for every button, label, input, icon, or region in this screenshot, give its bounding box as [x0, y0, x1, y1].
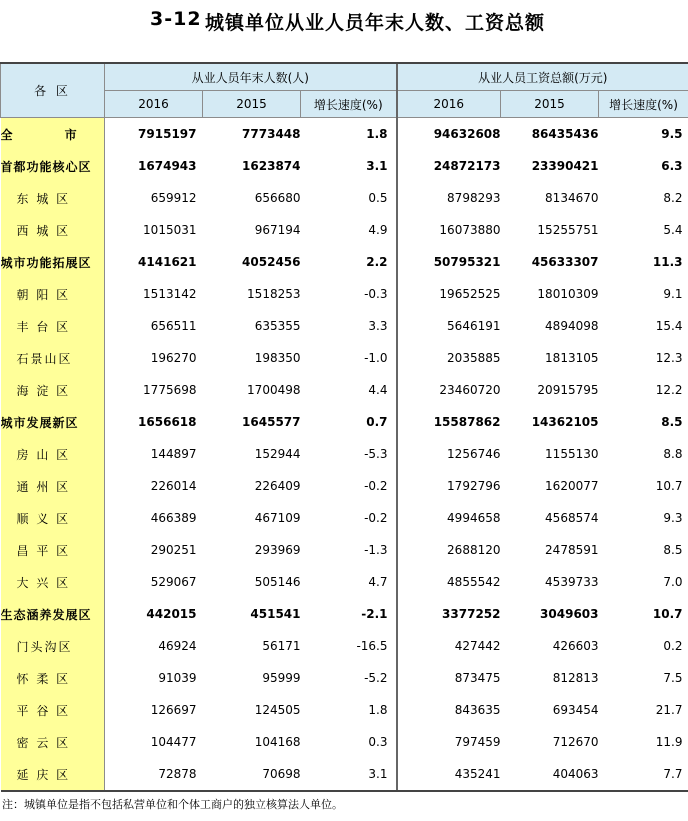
region-name: 怀 柔 区 — [1, 662, 105, 694]
wages-2015-cell: 3049603 — [540, 607, 599, 621]
employees-2016-cell: 226014 — [150, 479, 197, 493]
statistics-table — [0, 62, 688, 792]
wages-2015-cell: 4539733 — [545, 575, 599, 589]
wages-growth-cell: 7.5 — [663, 671, 683, 685]
footnote: 注：城镇单位是指不包括私营单位和个体工商户的独立核算法人单位。 — [2, 798, 343, 811]
wages-2016-cell: 427442 — [454, 639, 501, 653]
employees-growth-cell: 4.7 — [301, 566, 397, 598]
employees-2015-cell: 635355 — [254, 319, 301, 333]
table-row — [1, 566, 688, 598]
employees-2015-cell: 226409 — [254, 479, 301, 493]
wages-2015-cell: 812813 — [552, 671, 599, 685]
wages-2015-cell: 18010309 — [537, 287, 599, 301]
wages-2016-cell: 19652525 — [439, 287, 501, 301]
table-number: 3-12 — [150, 8, 202, 30]
employees-2015-cell: 198350 — [254, 351, 301, 365]
employees-2016-cell: 529067 — [150, 575, 197, 589]
region-name: 大 兴 区 — [1, 566, 105, 598]
wages-growth-header: 增长速度(%) — [599, 91, 688, 118]
page-title — [0, 6, 688, 36]
table-row — [1, 214, 688, 246]
employees-growth-cell: 0.5 — [301, 182, 397, 214]
wages-2016-cell: 24872173 — [433, 159, 501, 173]
employees-2016-cell: 7915197 — [138, 127, 197, 141]
table-row — [1, 342, 688, 374]
wages-2016-cell: 8798293 — [447, 191, 501, 205]
wages-2016-cell: 94632608 — [433, 127, 501, 141]
region-header: 各 区 — [1, 63, 105, 118]
wages-2015-cell: 1620077 — [545, 479, 599, 493]
wages-2016-cell: 15587862 — [433, 415, 501, 429]
table-row — [1, 534, 688, 566]
table-row — [1, 406, 688, 438]
table-row — [1, 150, 688, 182]
employees-growth-cell: 4.9 — [301, 214, 397, 246]
wages-2016-cell: 843635 — [454, 703, 501, 717]
employees-growth-cell: -0.2 — [301, 502, 397, 534]
table-row — [1, 182, 688, 214]
employees-growth-cell: 1.8 — [301, 694, 397, 726]
employees-2016-cell: 656511 — [150, 319, 197, 333]
wages-growth-cell: 0.2 — [663, 639, 683, 653]
wages-2016-cell: 4855542 — [447, 575, 501, 589]
table-row — [1, 630, 688, 662]
employees-growth-cell: -5.2 — [301, 662, 397, 694]
wages-2015-cell: 14362105 — [531, 415, 599, 429]
table-row — [1, 726, 688, 758]
region-name: 平 谷 区 — [1, 694, 105, 726]
wages-2016-cell: 50795321 — [433, 255, 501, 269]
wages-growth-cell: 9.3 — [663, 511, 683, 525]
employees-growth-cell: -5.3 — [301, 438, 397, 470]
wages-growth-cell: 8.8 — [663, 447, 683, 461]
employees-growth-cell: 1.8 — [301, 118, 397, 151]
employees-2016-cell: 144897 — [150, 447, 197, 461]
wages-2016-cell: 2035885 — [447, 351, 501, 365]
employees-2016-cell: 1674943 — [138, 159, 197, 173]
wages-2016-cell: 797459 — [454, 735, 501, 749]
table-row — [1, 694, 688, 726]
wages-2015-cell: 404063 — [501, 758, 599, 791]
table-row — [1, 118, 688, 151]
table-row — [1, 758, 688, 791]
employees-growth-cell: -0.3 — [301, 278, 397, 310]
employees-2015-cell: 56171 — [262, 639, 301, 653]
region-name: 门头沟区 — [1, 630, 105, 662]
employees-2016-cell: 1775698 — [143, 383, 197, 397]
region-name: 首都功能核心区 — [1, 150, 105, 182]
employees-growth-cell: 3.1 — [301, 150, 397, 182]
wages-2015-cell: 693454 — [552, 703, 599, 717]
employees-2016-cell: 104477 — [150, 735, 197, 749]
employees-growth-cell: -0.2 — [301, 470, 397, 502]
employees-2015-cell: 467109 — [254, 511, 301, 525]
employees-2015-cell: 124505 — [254, 703, 301, 717]
employees-growth-cell: 4.4 — [301, 374, 397, 406]
wages-growth-cell: 6.3 — [661, 159, 683, 173]
table-row — [1, 502, 688, 534]
wages-growth-cell: 12.2 — [655, 383, 683, 397]
employees-growth-cell: 0.7 — [301, 406, 397, 438]
employees-2016-cell: 91039 — [158, 671, 197, 685]
employees-2016-cell: 1015031 — [143, 223, 197, 237]
wages-growth-cell: 10.7 — [655, 479, 683, 493]
wages-growth-cell: 9.1 — [663, 287, 683, 301]
region-name: 昌 平 区 — [1, 534, 105, 566]
wages-growth-cell: 21.7 — [655, 703, 683, 717]
table-row — [1, 598, 688, 630]
employees-2015-cell: 4052456 — [242, 255, 301, 269]
wages-2015-header: 2015 — [501, 91, 599, 118]
employees-2015-cell: 656680 — [254, 191, 301, 205]
wages-2015-cell: 8134670 — [545, 191, 599, 205]
table-row — [1, 662, 688, 694]
wages-2015-cell: 1155130 — [545, 447, 599, 461]
employees-2016-header: 2016 — [105, 91, 203, 118]
wages-2016-cell: 1256746 — [447, 447, 501, 461]
wages-growth-cell: 5.4 — [663, 223, 683, 237]
wages-growth-cell: 7.7 — [599, 758, 688, 791]
employees-2015-cell: 104168 — [254, 735, 301, 749]
region-name: 丰 台 区 — [1, 310, 105, 342]
employees-2015-header: 2015 — [203, 91, 301, 118]
wages-2015-cell: 86435436 — [531, 127, 599, 141]
employees-2016-cell: 72878 — [105, 758, 203, 791]
employees-2016-cell: 1656618 — [138, 415, 197, 429]
table-row — [1, 470, 688, 502]
region-name: 全 市 — [1, 118, 105, 151]
employees-2016-cell: 1513142 — [143, 287, 197, 301]
wages-growth-cell: 9.5 — [661, 127, 683, 141]
employees-2016-cell: 4141621 — [138, 255, 197, 269]
wages-growth-cell: 15.4 — [655, 319, 683, 333]
wages-2015-cell: 426603 — [552, 639, 599, 653]
employees-2015-cell: 70698 — [203, 758, 301, 791]
employees-growth-cell: -2.1 — [301, 598, 397, 630]
wages-2016-cell: 16073880 — [439, 223, 501, 237]
table-body — [1, 118, 688, 792]
wages-growth-cell: 11.3 — [652, 255, 683, 269]
employees-2015-cell: 293969 — [254, 543, 301, 557]
wages-group-header: 从业人员工资总额(万元) — [397, 63, 688, 91]
table-title: 城镇单位从业人员年末人数、工资总额 — [205, 12, 546, 34]
table-row — [1, 374, 688, 406]
employees-growth-cell: 2.2 — [301, 246, 397, 278]
region-name: 密 云 区 — [1, 726, 105, 758]
table-row — [1, 310, 688, 342]
employees-growth-cell: 3.3 — [301, 310, 397, 342]
region-name: 延 庆 区 — [1, 758, 105, 791]
region-name: 生态涵养发展区 — [1, 598, 105, 630]
employees-2015-cell: 7773448 — [242, 127, 301, 141]
employees-2016-cell: 46924 — [158, 639, 197, 653]
wages-growth-cell: 8.5 — [663, 543, 683, 557]
wages-growth-cell: 8.5 — [661, 415, 683, 429]
wages-2016-cell: 435241 — [397, 758, 501, 791]
employees-group-header: 从业人员年末人数(人) — [105, 63, 397, 91]
wages-2015-cell: 23390421 — [531, 159, 599, 173]
employees-growth-cell: 0.3 — [301, 726, 397, 758]
employees-2015-cell: 505146 — [254, 575, 301, 589]
employees-2015-cell: 1645577 — [242, 415, 301, 429]
region-name: 朝 阳 区 — [1, 278, 105, 310]
wages-2015-cell: 45633307 — [531, 255, 599, 269]
wages-2015-cell: 712670 — [552, 735, 599, 749]
employees-2015-cell: 95999 — [262, 671, 301, 685]
region-name: 城市发展新区 — [1, 406, 105, 438]
employees-growth-header: 增长速度(%) — [301, 91, 397, 118]
wages-2016-cell: 2688120 — [447, 543, 501, 557]
region-name: 海 淀 区 — [1, 374, 105, 406]
employees-2016-cell: 659912 — [150, 191, 197, 205]
wages-growth-cell: 8.2 — [663, 191, 683, 205]
wages-2016-cell: 1792796 — [447, 479, 501, 493]
wages-growth-cell: 10.7 — [652, 607, 683, 621]
employees-2016-cell: 290251 — [150, 543, 197, 557]
region-name: 东 城 区 — [1, 182, 105, 214]
employees-growth-cell: 3.1 — [301, 758, 397, 791]
employees-2016-cell: 442015 — [146, 607, 197, 621]
employees-2016-cell: 196270 — [150, 351, 197, 365]
wages-growth-cell: 12.3 — [655, 351, 683, 365]
employees-2016-cell: 126697 — [150, 703, 197, 717]
wages-2015-cell: 4894098 — [545, 319, 599, 333]
employees-2015-cell: 1623874 — [242, 159, 301, 173]
wages-2015-cell: 1813105 — [545, 351, 599, 365]
region-name: 通 州 区 — [1, 470, 105, 502]
employees-growth-cell: -16.5 — [301, 630, 397, 662]
wages-growth-cell: 11.9 — [655, 735, 683, 749]
table-row — [1, 438, 688, 470]
region-name: 城市功能拓展区 — [1, 246, 105, 278]
wages-2015-cell: 15255751 — [537, 223, 599, 237]
wages-2016-cell: 5646191 — [447, 319, 501, 333]
wages-2016-cell: 3377252 — [442, 607, 501, 621]
table-row — [1, 278, 688, 310]
employees-2015-cell: 451541 — [250, 607, 301, 621]
table-row — [1, 246, 688, 278]
employees-growth-cell: -1.0 — [301, 342, 397, 374]
employees-2015-cell: 1700498 — [247, 383, 301, 397]
wages-2016-header: 2016 — [397, 91, 501, 118]
wages-2015-cell: 4568574 — [545, 511, 599, 525]
wages-2016-cell: 4994658 — [447, 511, 501, 525]
wages-2015-cell: 20915795 — [537, 383, 599, 397]
wages-2016-cell: 23460720 — [439, 383, 501, 397]
header-row-1 — [1, 63, 688, 91]
region-name: 石景山区 — [1, 342, 105, 374]
employees-2016-cell: 466389 — [150, 511, 197, 525]
region-name: 顺 义 区 — [1, 502, 105, 534]
region-name: 房 山 区 — [1, 438, 105, 470]
wages-2016-cell: 873475 — [454, 671, 501, 685]
wages-2015-cell: 2478591 — [545, 543, 599, 557]
employees-2015-cell: 1518253 — [247, 287, 301, 301]
employees-2015-cell: 152944 — [254, 447, 301, 461]
employees-2015-cell: 967194 — [254, 223, 301, 237]
region-name: 西 城 区 — [1, 214, 105, 246]
wages-growth-cell: 7.0 — [663, 575, 683, 589]
employees-growth-cell: -1.3 — [301, 534, 397, 566]
header-row-2 — [1, 91, 688, 118]
